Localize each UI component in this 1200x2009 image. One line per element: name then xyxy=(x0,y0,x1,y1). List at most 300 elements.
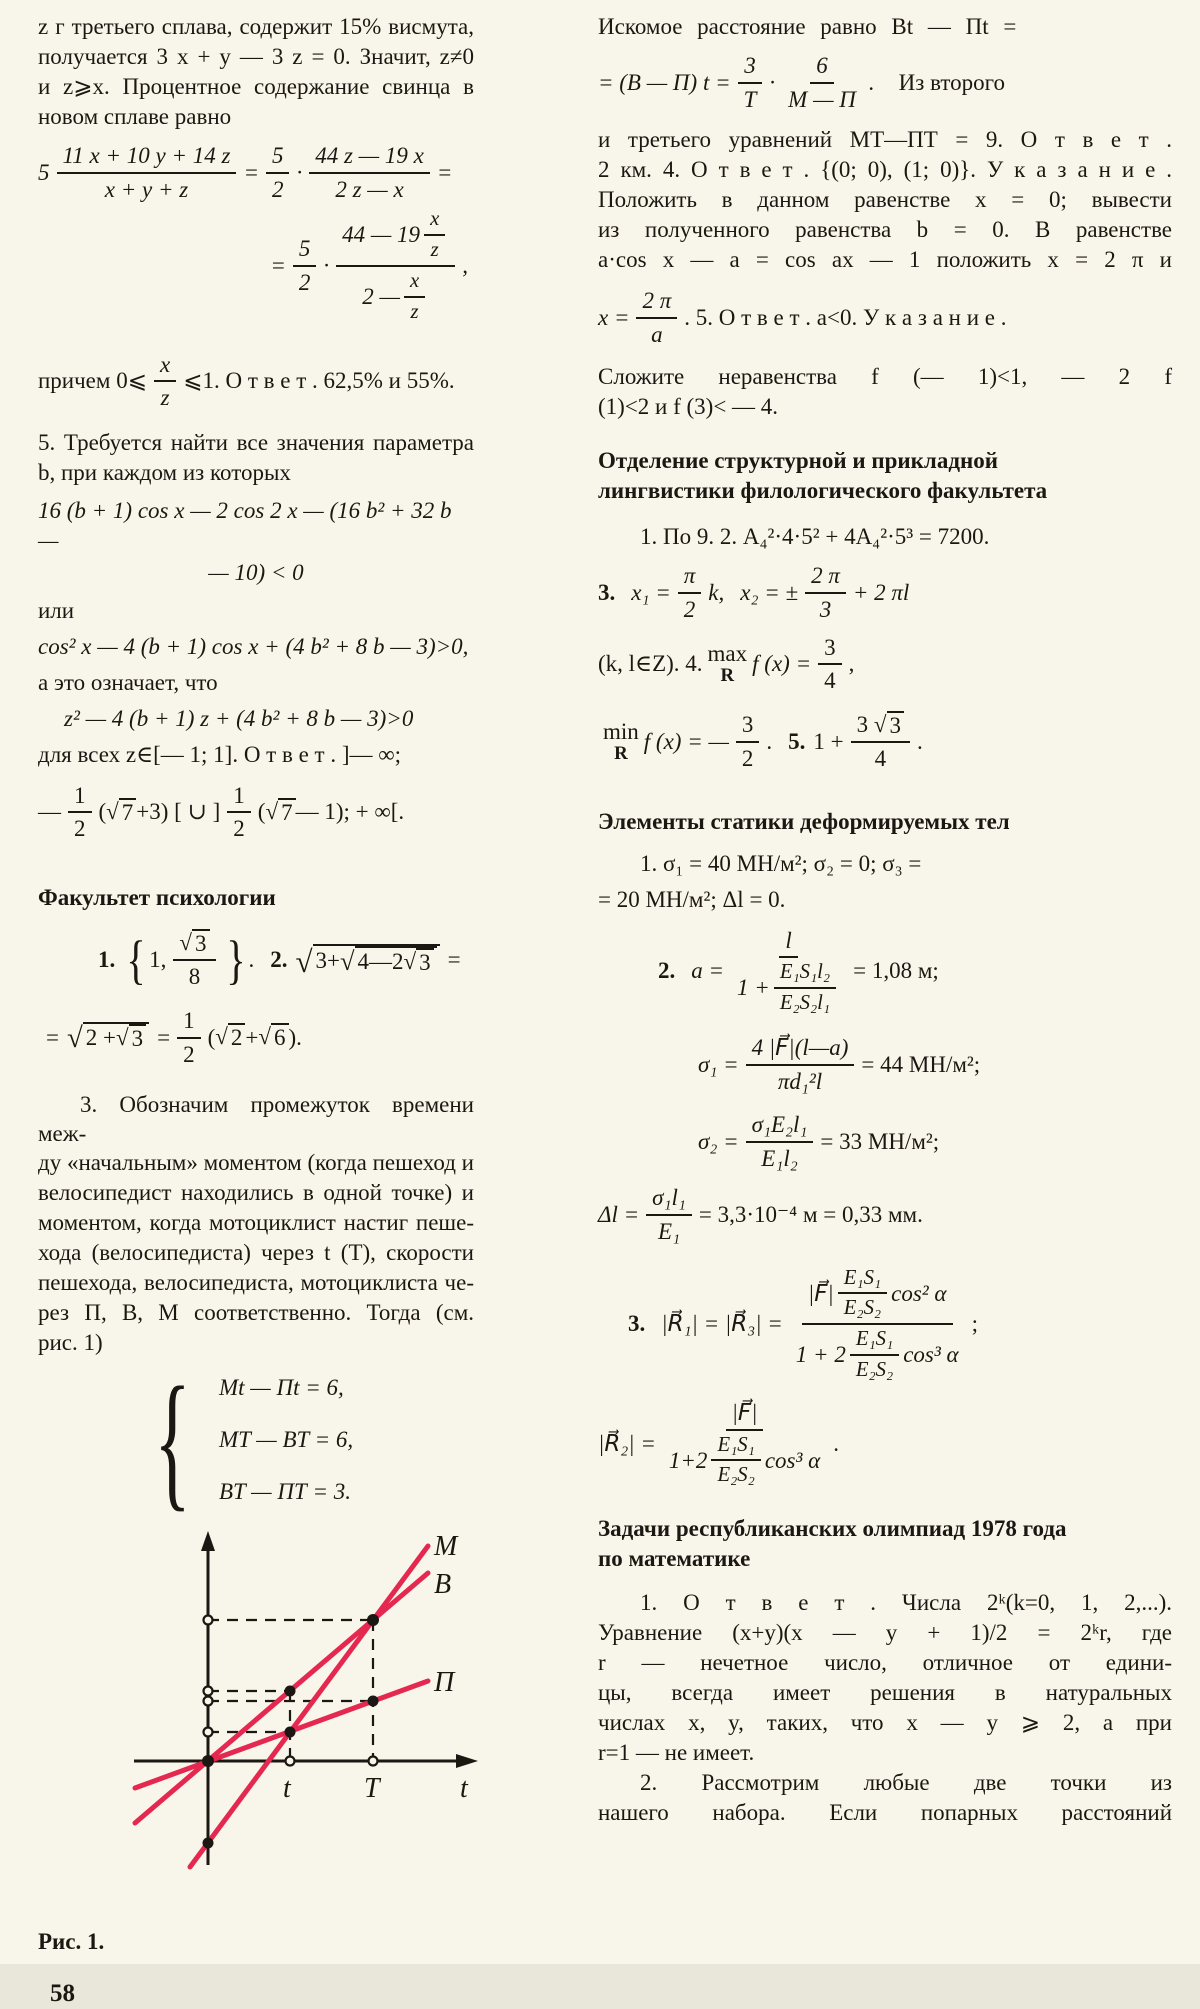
text-distance: Искомое расстояние равно Bt — Пt = xyxy=(598,14,1017,39)
num-text: 3 xyxy=(856,712,869,738)
formula-psych-result xyxy=(38,1007,474,1068)
num: π xyxy=(678,562,702,594)
den xyxy=(356,267,435,325)
word-or: или xyxy=(38,597,75,623)
radicand-text: 4—2 xyxy=(357,948,404,974)
text-line: числах x, y, таких, что x — y ⩾ 2, а при xyxy=(598,1710,1172,1736)
max-operator xyxy=(708,642,748,686)
formula-ineq-2: cos² x — 4 (b + 1) cos x + (4 b² + 8 b — 3)>0, xyxy=(38,633,469,659)
radicand xyxy=(355,946,437,976)
line-sigma-values: 1. σ₁ = 40 МН/м²; σ₂ = 0; σ₃ = xyxy=(640,850,922,876)
left-column xyxy=(38,12,474,2009)
formula-x-2pi-a xyxy=(598,287,1172,348)
num: x xyxy=(424,207,445,236)
section-heading-statics: Элементы статики деформируемых тел xyxy=(598,808,1010,834)
op-domain: R xyxy=(614,742,628,764)
text: ). xyxy=(288,1024,302,1050)
semicolon: ; xyxy=(971,1311,978,1337)
den: 2 xyxy=(233,816,245,842)
fraction xyxy=(711,1433,760,1489)
text: ( xyxy=(257,799,266,825)
radical-nested xyxy=(66,1022,149,1055)
radical xyxy=(258,1023,288,1051)
text-line: 2 км. 4. О т в е т . {(0; 0), (1; 0)}. У к а з а н и е . xyxy=(598,157,1172,183)
num: |F⃗| xyxy=(726,1399,764,1431)
equation-system xyxy=(38,1356,474,1525)
num: 44 z — 19 x xyxy=(309,142,430,174)
paragraph-answers xyxy=(598,125,1172,275)
fraction xyxy=(336,207,455,324)
radical-sign: √ xyxy=(873,711,887,737)
label-t: t xyxy=(283,1772,291,1804)
fraction xyxy=(177,1007,201,1068)
text-line: a·cos x — a = cos ax — 1 положить x = 2 π и xyxy=(598,247,1172,273)
axes xyxy=(134,1531,478,1865)
num: 4 |F⃗|(l—a) xyxy=(746,1034,855,1066)
x-axis-arrow xyxy=(456,1754,478,1768)
text: x₁ = xyxy=(631,579,671,605)
item-number: 2. xyxy=(658,958,676,984)
den: z xyxy=(160,385,170,411)
paragraph-problem5 xyxy=(38,428,474,488)
formula-x1-x2 xyxy=(598,562,1172,623)
text: причем 0⩽ xyxy=(38,368,147,394)
equals: = xyxy=(243,159,259,185)
label-axis-t: t xyxy=(460,1772,468,1804)
section-heading-linguistics xyxy=(598,446,1172,506)
den: πd₁²l xyxy=(777,1068,823,1094)
comma: , xyxy=(848,651,855,677)
text: = (B — П) t = xyxy=(598,69,731,95)
item-number: 1. xyxy=(98,946,116,972)
coef: 5 xyxy=(38,159,50,185)
den: T xyxy=(743,86,757,112)
radicand: 6 xyxy=(271,1023,289,1051)
figure-caption: Рис. 1. xyxy=(38,1928,105,1954)
radical xyxy=(404,948,434,976)
answer-text: ⩽1. О т в е т . 62,5% и 55%. xyxy=(183,368,455,394)
fraction xyxy=(851,711,910,773)
den: 2 xyxy=(741,745,754,771)
text-for-all-z: для всех z∈[— 1; 1]. О т в е т . ]— ∞; xyxy=(38,741,402,767)
radical xyxy=(340,946,437,976)
den: E₂S₂ xyxy=(855,1359,894,1382)
line-linguistics-12: 1. По 9. 2. A₄²·4·5² + 4A₄²·5³ = 7200. xyxy=(640,524,990,550)
right-column xyxy=(598,12,1172,1828)
num: 11 x + 10 y + 14 z xyxy=(57,142,237,174)
plus: + xyxy=(245,1024,259,1050)
formula-ineq-1: 16 (b + 1) cos x — 2 cos 2 x — (16 b² + 32 b — xyxy=(38,497,452,553)
den: x + y + z xyxy=(104,176,189,202)
text-line: 2. Рассмотрим любые две точки из xyxy=(640,1770,1172,1796)
cdot: · xyxy=(323,252,330,278)
den: 8 xyxy=(188,964,201,990)
den-text: 2 — xyxy=(362,283,400,309)
text: f (x) = — xyxy=(643,728,729,754)
num: 1 xyxy=(227,782,251,814)
op: max xyxy=(707,641,748,667)
text: 1 + xyxy=(813,728,844,754)
num: 2 π xyxy=(636,287,677,319)
equals: = xyxy=(270,252,286,278)
point-B-at-t xyxy=(285,1685,296,1696)
radicand: 7 xyxy=(119,798,137,826)
label-T: T xyxy=(364,1772,380,1804)
item-number: 2. xyxy=(270,946,288,972)
num: 2 π xyxy=(805,562,846,594)
period: . xyxy=(868,69,875,95)
text: Из второго xyxy=(898,69,1005,95)
formula-psych-12: 1. { 1, √ 3 8 } . 2. √ 3+ √ 4—2 √ 3 = xyxy=(98,929,461,990)
den: 2 xyxy=(74,816,86,842)
den xyxy=(790,1325,965,1383)
den-text: cos³ α xyxy=(764,1447,821,1473)
radicand: 7 xyxy=(278,798,296,826)
system-lines xyxy=(219,1373,353,1507)
heading-line: по математике xyxy=(598,1546,751,1572)
fraction xyxy=(173,929,215,991)
text-line: r — нечетное число, отличное от едини- xyxy=(598,1650,1172,1676)
radicand xyxy=(83,1022,149,1052)
label-M: M xyxy=(434,1530,458,1562)
den: E₂S₂ xyxy=(843,1297,882,1320)
text: (k, l∈Z). 4. xyxy=(598,651,703,677)
text: + 2 πl xyxy=(852,579,910,605)
formula-a xyxy=(598,927,1172,1016)
result: = 44 МН/м²; xyxy=(861,1051,981,1077)
paragraph-add-inequalities xyxy=(598,362,1172,422)
text-line: z г третьего сплава, содержит 15% висмута, xyxy=(38,14,474,39)
fraction xyxy=(738,52,763,113)
radical xyxy=(179,929,209,957)
formula-alloy-2 xyxy=(38,207,474,324)
radical-sign: √ xyxy=(403,948,417,974)
line-sigma-values-2: = 20 МН/м²; Δl = 0. xyxy=(598,886,786,912)
formula-alloy-1 xyxy=(38,142,474,203)
text-line: хода (велосипедиста) через t (T), скорости xyxy=(38,1240,474,1266)
num: σ₁l₁ xyxy=(646,1184,692,1216)
heading-line: Отделение структурной и прикладной xyxy=(598,448,998,474)
text-line: и z⩾x. Процентное содержание свинца в xyxy=(38,74,474,99)
formula-delta-l xyxy=(598,1184,1172,1245)
fraction xyxy=(782,52,862,113)
equals: = xyxy=(157,1024,171,1050)
fraction xyxy=(404,269,425,325)
fraction xyxy=(266,142,290,203)
cdot: · xyxy=(296,159,303,185)
den: 2 xyxy=(271,176,284,202)
text-line: нашего набора. Если попарных расстояний xyxy=(598,1800,1172,1826)
system-brace: { xyxy=(154,1356,191,1525)
line-prichem xyxy=(38,351,474,412)
den: E₁l₂ xyxy=(761,1145,798,1171)
radical-sign: √ xyxy=(66,1022,83,1055)
fraction xyxy=(731,927,846,1016)
num xyxy=(173,929,215,961)
num: 3 xyxy=(736,711,760,743)
text: |R⃗₁| = |R⃗₃| = xyxy=(661,1311,783,1337)
text-line: рез П, В, М соответственно. Тогда (см. xyxy=(38,1300,474,1326)
page-number: 58 xyxy=(50,1979,75,2007)
text: ( xyxy=(98,799,107,825)
text: Δl = xyxy=(598,1202,640,1228)
den-text: cos³ α xyxy=(903,1342,959,1368)
label-P: П xyxy=(434,1666,455,1698)
num: 6 xyxy=(810,52,834,84)
num: σ₁E₂l₁ xyxy=(746,1111,814,1143)
text-line: Сложите неравенства f (— 1)<1, — 2 f xyxy=(598,364,1172,390)
text: σ₂ = xyxy=(698,1128,739,1154)
radicand: 3 xyxy=(887,711,905,739)
fraction xyxy=(227,782,251,843)
period: . xyxy=(766,728,773,754)
text: k, xyxy=(708,579,725,605)
num: l xyxy=(779,927,797,959)
paragraph-olympiad-2 xyxy=(598,1768,1172,1828)
radicand: 3 xyxy=(129,1024,147,1052)
fraction xyxy=(68,782,92,843)
text-line: 1. О т в е т . Числа 2ᵏ(k=0, 1, 2,...). xyxy=(640,1590,1172,1616)
num: x xyxy=(154,351,176,383)
formula-ineq-3: z² — 4 (b + 1) z + (4 b² + 8 b — 3)>0 xyxy=(64,705,414,731)
fraction xyxy=(293,235,317,296)
point-origin xyxy=(202,1755,214,1767)
fraction xyxy=(805,562,846,623)
op-domain: R xyxy=(720,665,735,687)
text: σ₁ = xyxy=(698,1051,739,1077)
text-line: моментом, когда мотоциклист настиг пеше- xyxy=(38,1210,474,1236)
formula-max xyxy=(598,634,1172,695)
text-line: велосипедист находились в одной точке) и xyxy=(38,1180,474,1206)
equals: = xyxy=(46,1024,59,1050)
den: z xyxy=(410,300,419,323)
num xyxy=(802,1266,953,1326)
den: a xyxy=(651,321,663,347)
num: 1 xyxy=(68,782,92,814)
num-text: 44 — 19 xyxy=(342,222,421,248)
num: E₁S₁ xyxy=(850,1327,899,1356)
num: E₁S₁ xyxy=(711,1433,760,1462)
period: . xyxy=(248,946,255,972)
set-element: 1, xyxy=(149,946,167,972)
fraction xyxy=(818,634,842,695)
num-text: |F⃗| xyxy=(807,1280,834,1306)
fraction xyxy=(57,142,237,203)
formula-R1-R3 xyxy=(598,1266,1172,1383)
num xyxy=(336,207,455,267)
text-line: Положить в данном равенстве x = 0; вывести xyxy=(598,187,1172,213)
num: 1 xyxy=(177,1007,201,1039)
section-heading-olympiads xyxy=(598,1514,1172,1574)
item-number: 3. xyxy=(628,1311,646,1337)
formula-min xyxy=(598,711,1172,773)
radical-sign: √ xyxy=(215,1024,228,1050)
radical-sign: √ xyxy=(106,799,119,825)
den: E₁ xyxy=(658,1219,681,1245)
fraction xyxy=(736,711,760,772)
den: 2 xyxy=(298,269,311,295)
den: 3 xyxy=(819,596,832,622)
text-line: 5. Требуется найти все значения параметра xyxy=(38,429,474,455)
paragraph-olympiad-1 xyxy=(598,1588,1172,1768)
formula-ineq-1b: — 10) < 0 xyxy=(208,559,304,585)
fraction xyxy=(850,1327,899,1383)
paragraph-problem3 xyxy=(38,1090,474,1358)
den-text: 1 + xyxy=(737,975,770,1001)
period: . xyxy=(833,1430,839,1456)
radical-sign: √ xyxy=(265,799,279,825)
answer-text: . 5. О т в е т . a<0. У к а з а н и е . xyxy=(684,304,1007,330)
radicand-text: 2 + xyxy=(85,1025,116,1051)
radicand: 3 xyxy=(192,929,210,957)
num: 3 xyxy=(818,634,842,666)
radical xyxy=(874,711,904,739)
paragraph-alloy xyxy=(38,12,474,132)
radicand: 3 xyxy=(416,948,434,976)
y-axis-arrow xyxy=(201,1531,215,1551)
equals: = xyxy=(436,159,453,185)
equation: BT — ПТ = 3. xyxy=(218,1479,352,1505)
formula-answer-interval xyxy=(38,782,474,843)
heading-line: Задачи республиканских олимпиад 1978 года xyxy=(598,1516,1067,1542)
den: E₂S₂l₁ xyxy=(779,992,831,1015)
num: E₁S₁ xyxy=(838,1266,887,1295)
op: min xyxy=(603,718,639,744)
result: = 3,3·10⁻⁴ м = 0,33 мм. xyxy=(698,1202,923,1228)
num: 5 xyxy=(293,235,317,267)
fraction xyxy=(790,1266,965,1383)
den-text: 1+2 xyxy=(668,1447,708,1473)
minus: — xyxy=(38,799,61,825)
fraction xyxy=(838,1266,887,1322)
text: +3) [ ∪ ] xyxy=(136,799,221,825)
item-number: 5. xyxy=(788,728,806,754)
result: = 33 МН/м²; xyxy=(820,1128,940,1154)
text-line: 3. Обозначим промежуток времени меж- xyxy=(38,1092,474,1147)
text: ( xyxy=(207,1024,216,1050)
figure-svg xyxy=(78,1529,498,1909)
den: 4 xyxy=(874,746,887,772)
text-line: r=1 — не имеет. xyxy=(598,1740,755,1766)
text: f (x) = xyxy=(752,651,812,677)
point-M-intercept xyxy=(203,1837,214,1848)
radicand xyxy=(313,944,440,976)
num: E₁S₁l₂ xyxy=(774,960,836,989)
text-means: а это означает, что xyxy=(38,669,218,695)
fraction xyxy=(678,562,702,623)
den: 4 xyxy=(824,668,836,694)
den: E₂S₂ xyxy=(717,1464,755,1487)
item-number: 3. xyxy=(598,579,616,605)
equation: Mt — Пt = 6, xyxy=(218,1375,344,1401)
fraction xyxy=(746,1034,855,1095)
radical xyxy=(215,1023,245,1051)
den xyxy=(731,958,846,1016)
cdot: · xyxy=(769,69,776,95)
point-M-P-cross xyxy=(285,1726,296,1737)
text-line: и третьего уравнений МТ—ПТ = 9. О т в е т . xyxy=(598,127,1172,153)
radicand-text: 3+ xyxy=(315,947,340,973)
num: 5 xyxy=(266,142,290,174)
section-heading-psychology: Факультет психологии xyxy=(38,884,276,910)
formula-sigma1 xyxy=(598,1034,1172,1095)
fraction xyxy=(309,142,430,203)
radical-sign: √ xyxy=(340,945,355,976)
radical-sign: √ xyxy=(116,1025,129,1051)
den-text: 1 + 2 xyxy=(795,1342,846,1368)
radical-sign: √ xyxy=(295,943,313,979)
comma: , xyxy=(462,252,468,278)
fraction xyxy=(746,1111,814,1172)
text: — 1); + ∞[. xyxy=(295,799,405,825)
text: a = xyxy=(691,958,725,984)
heading-line: лингвистики филологического факультета xyxy=(598,478,1048,504)
radical xyxy=(265,798,295,826)
fraction xyxy=(774,960,836,1016)
point-P-at-T xyxy=(368,1695,379,1706)
text-line: из полученного равенства b = 0. В равенстве xyxy=(598,217,1172,243)
text-line: новом сплаве равно xyxy=(38,104,232,129)
formula-sigma2 xyxy=(598,1111,1172,1172)
formula-R2 xyxy=(598,1399,1172,1488)
fraction xyxy=(424,207,445,263)
num: 3 xyxy=(738,52,762,84)
den: 2 z — x xyxy=(335,176,404,202)
num: x xyxy=(404,269,425,298)
den: 2 xyxy=(683,596,696,622)
figure-graph xyxy=(78,1529,474,1917)
text-line: рис. 1) xyxy=(38,1330,103,1356)
text-line: b, при каждом из которых xyxy=(38,459,291,485)
den: 2 xyxy=(183,1041,195,1067)
text-line: ду «начальным» моментом (когда пешеход и xyxy=(38,1150,474,1176)
radical xyxy=(116,1024,146,1052)
text-line: пешехода, велосипедиста, мотоциклиста че- xyxy=(38,1270,474,1296)
radical xyxy=(106,798,136,826)
fraction xyxy=(646,1184,692,1245)
fraction xyxy=(636,287,677,348)
num xyxy=(851,711,910,743)
radical-sign: √ xyxy=(179,929,193,955)
den: M — П xyxy=(788,86,856,112)
num-text: cos² α xyxy=(891,1280,947,1306)
text: x = xyxy=(598,304,630,330)
motion-lines xyxy=(135,1546,428,1867)
den: z xyxy=(430,239,439,262)
text-line: получается 3 x + y — 3 z = 0. Значит, z≠0 xyxy=(38,44,474,69)
period: . xyxy=(917,728,923,754)
text-line: цы, всегда имеет решения в натуральных xyxy=(598,1680,1172,1706)
radical-sign: √ xyxy=(258,1024,272,1050)
text: x₂ = ± xyxy=(740,579,799,605)
equation: MT — BT = 6, xyxy=(218,1427,354,1453)
radical-nested xyxy=(295,943,439,979)
text: |R⃗₂| = xyxy=(598,1430,656,1456)
fraction xyxy=(663,1399,826,1488)
text-line: (1)<2 и f (3)< — 4. xyxy=(598,394,779,420)
label-B: B xyxy=(434,1568,452,1600)
den xyxy=(663,1431,826,1489)
fraction xyxy=(154,351,176,412)
equals: = xyxy=(447,946,461,972)
min-operator xyxy=(603,720,639,764)
radicand: 2 xyxy=(228,1023,246,1051)
result: = 1,08 м; xyxy=(853,958,939,984)
point-M-B-cross xyxy=(367,1614,379,1626)
text-line: Уравнение (x+y)(x — y + 1)/2 = 2ᵏr, где xyxy=(598,1620,1172,1646)
formula-distance xyxy=(598,52,1172,113)
line-M xyxy=(190,1546,428,1867)
